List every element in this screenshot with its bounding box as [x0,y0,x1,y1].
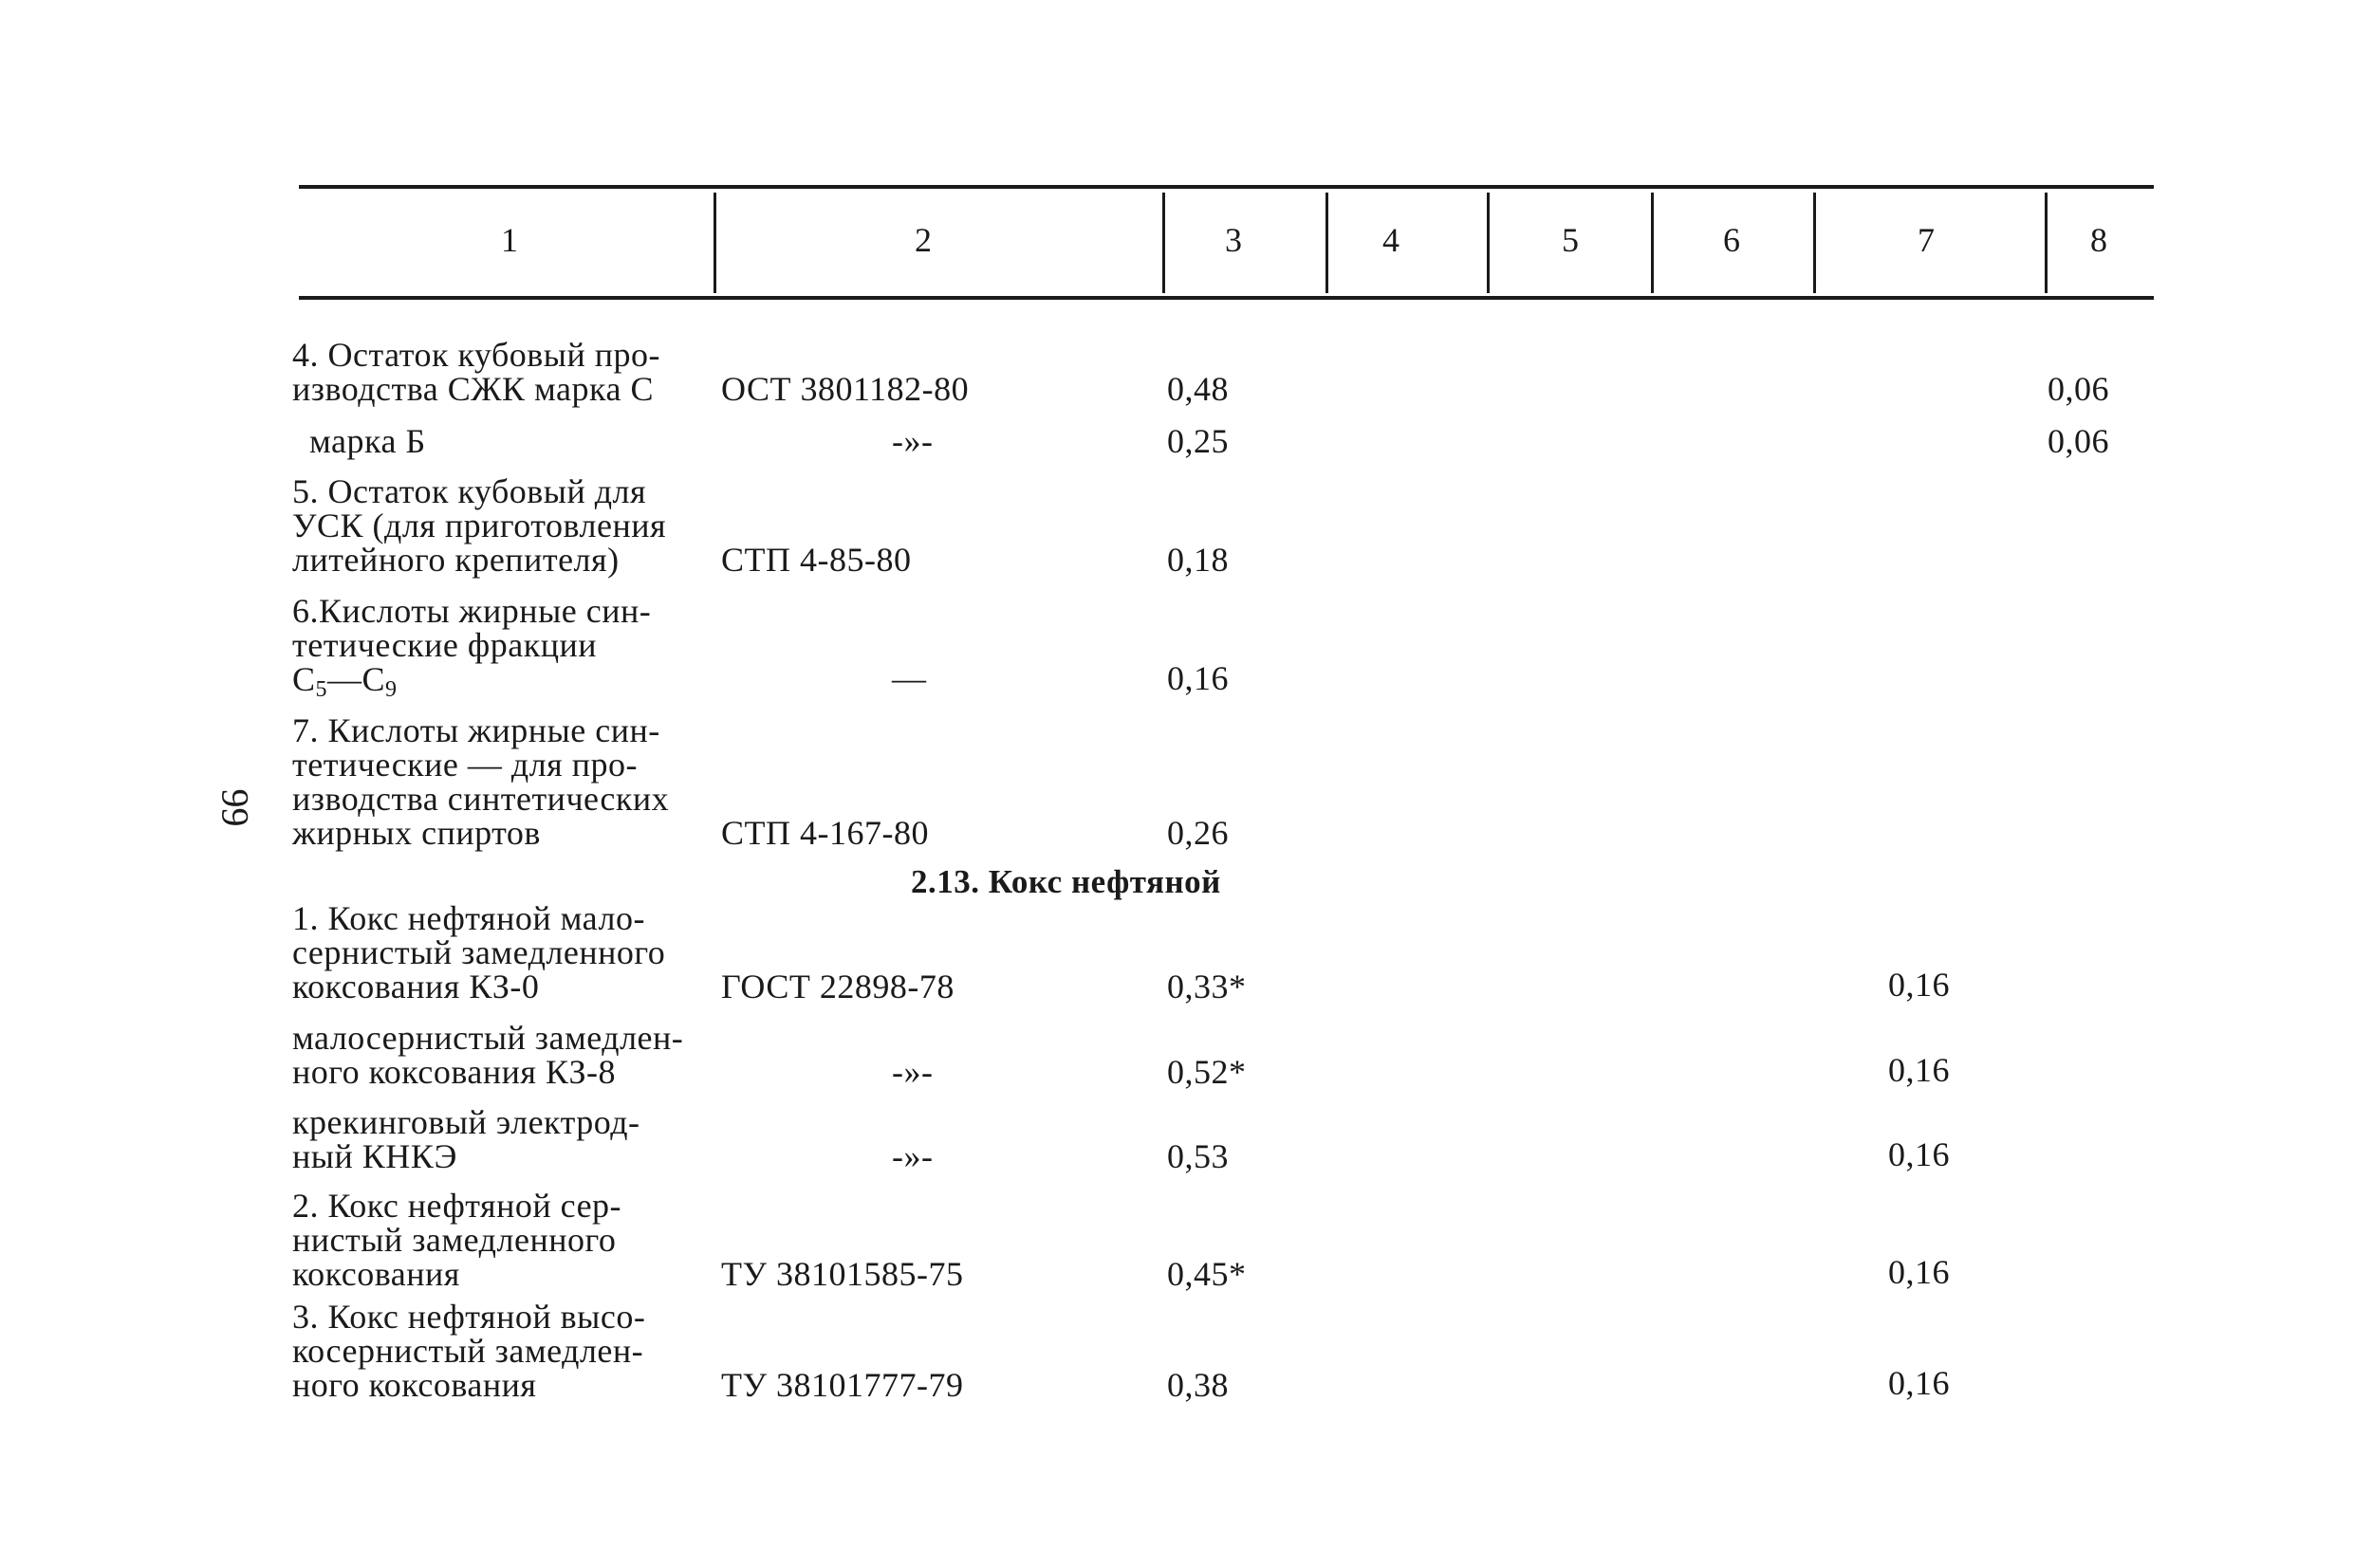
row-value-col3: 0,16 [1167,659,1229,697]
header-col-7: 7 [1918,221,1935,259]
row-name: 4. Остаток кубовый про- изводства СЖК марка С [292,336,660,408]
row-document: ТУ 38101777-79 [721,1366,964,1404]
header-bottom-rule [299,296,2154,300]
row-document: -»- [892,422,934,460]
section-heading: 2.13. Кокс нефтяной [911,863,1221,900]
row-value-col8: 0,06 [2048,422,2109,460]
column-divider [1325,193,1328,293]
row-value-col3: 0,18 [1167,541,1229,579]
header-top-rule [299,185,2154,189]
row-document: — [892,659,927,697]
row-name: крекинговый электрод- ный КНКЭ [292,1103,640,1175]
row-document: СТП 4-167-80 [721,814,929,852]
row-value-col7: 0,16 [1888,1364,1950,1402]
row-value-col3: 0,33* [1167,968,1247,1005]
row-value-col3: 0,45* [1167,1255,1247,1293]
row-value-col3: 0,25 [1167,422,1229,460]
row-name: 6.Кислоты жирные син- тетические фракции $C_5—C_9$ [292,592,652,702]
row-name: 1. Кокс нефтяной мало- сернистый замедленного коксования КЗ-0 [292,899,666,1005]
row-value-col3: 0,53 [1167,1137,1229,1175]
row-name: 5. Остаток кубовый для УСК (для приготовления литейного крепителя) [292,472,667,579]
row-value-col3: 0,52* [1167,1053,1247,1091]
row-value-col3: 0,38 [1167,1366,1229,1404]
row-name: 7. Кислоты жирные син- тетические — для про- изводства синтетических жирных спиртов [292,711,670,852]
row-value-col3: 0,48 [1167,370,1229,408]
row-value-col7: 0,16 [1888,966,1950,1004]
header-col-6: 6 [1723,221,1740,259]
row-value-col8: 0,06 [2048,370,2109,408]
header-col-8: 8 [2090,221,2107,259]
row-value-col7: 0,16 [1888,1135,1950,1173]
column-divider [2045,193,2048,293]
row-name: марка Б [309,422,426,460]
row-value-col3: 0,26 [1167,814,1229,852]
header-col-1: 1 [501,221,518,259]
column-divider [1162,193,1165,293]
row-document: ГОСТ 22898-78 [721,968,955,1005]
row-document: СТП 4-85-80 [721,541,912,579]
row-name: 2. Кокс нефтяной сер- нистый замедленного коксования [292,1187,622,1293]
row-value-col7: 0,16 [1888,1253,1950,1291]
row-document: ОСТ 3801182-80 [721,370,970,408]
column-divider [1651,193,1654,293]
header-col-2: 2 [915,221,932,259]
header-col-5: 5 [1562,221,1579,259]
row-name: 3. Кокс нефтяной высо- косернистый замедлен- ного коксования [292,1298,646,1404]
row-name: малосернистый замедлен- ного коксования КЗ-8 [292,1019,684,1091]
row-value-col7: 0,16 [1888,1051,1950,1089]
column-divider [1813,193,1816,293]
column-divider [714,193,716,293]
header-col-4: 4 [1382,221,1399,259]
page-number: 99 [213,788,257,827]
row-document: ТУ 38101585-75 [721,1255,964,1293]
column-divider [1487,193,1490,293]
row-document: -»- [892,1053,934,1091]
header-col-3: 3 [1225,221,1242,259]
row-document: -»- [892,1137,934,1175]
